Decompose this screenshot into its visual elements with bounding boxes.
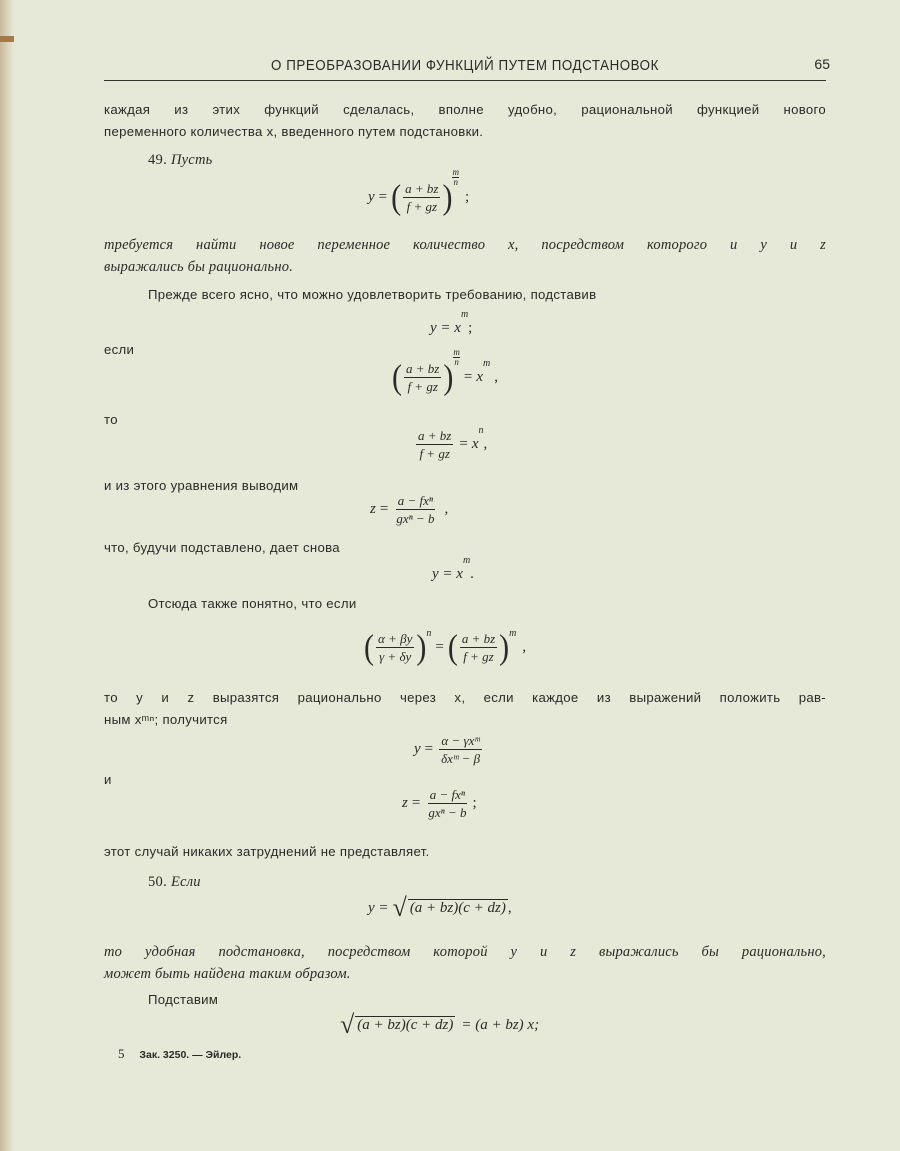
eq-rhs: x: [471, 436, 479, 452]
equation-8: y = $\frac{\text{α − γxᵐ}}{\text{δxᵐ − β}}$: [414, 733, 481, 766]
exp-den: n: [454, 357, 459, 367]
section-number: 50.: [148, 874, 168, 890]
equation-10: y = √ (a + bz)(c + dz) ,: [368, 893, 512, 922]
eq-numerator: α − γxᵐ: [441, 733, 480, 748]
eq-rhs: = (a + bz) x;: [461, 1016, 540, 1033]
eq-punct: ,: [507, 899, 512, 916]
eq-numerator: a + bz: [418, 428, 452, 443]
eq-punct: ,: [494, 369, 498, 385]
text-line: этот случай никаких затруднений не представляет.: [104, 844, 430, 859]
text-line: Подставим: [148, 992, 219, 1007]
section-49-heading: [148, 152, 826, 169]
exp-num: m: [452, 167, 459, 177]
printer-note: Зак. 3250. — Эйлер.: [139, 1049, 242, 1061]
eq-denominator: f + gz: [419, 446, 450, 461]
section-number: 49.: [148, 152, 168, 168]
text-line: то y и z выразятся рационально через x, если каждое из выражений положить рав-: [104, 690, 826, 705]
exp-num: m: [453, 347, 460, 357]
eq-denominator: f + gz: [406, 199, 438, 214]
section-50-heading: [148, 874, 826, 891]
eq-text: y = x: [430, 320, 461, 336]
eq-text: y = x: [432, 566, 463, 582]
eq-exp: n: [426, 628, 432, 639]
equation-11: √ (a + bz)(c + dz) = (a + bz) x;: [340, 1010, 540, 1039]
text-line: требуется найти новое переменное количество x, посредством которого и y и z: [104, 237, 826, 253]
eq-exp: m: [462, 555, 471, 566]
eq-punct: .: [470, 566, 474, 582]
eq-exp: m: [482, 358, 491, 369]
exp-den: n: [453, 177, 458, 187]
page-number: 65: [814, 56, 830, 72]
equation-4: $\frac{a + bz}{f + gz}$ = x n ,: [418, 425, 488, 461]
equation-2: [430, 309, 473, 337]
eq-numerator: α + βy: [378, 631, 413, 646]
text-line: каждая из этих функций сделалась, вполне удобно, рациональной функцией нового: [104, 102, 826, 117]
text-line: что, будучи подставлено, дает снова: [104, 540, 340, 555]
eq-denominator: f + gz: [407, 379, 438, 394]
eq-punct: ;: [464, 189, 470, 205]
section-lead: Если: [171, 874, 201, 890]
text-line: может быть найдена таким образом.: [104, 966, 351, 982]
text-line: и: [104, 772, 112, 787]
eq-numerator: a + bz: [461, 631, 496, 646]
eq-numerator: a + bz: [406, 361, 440, 376]
equation-6: [432, 555, 474, 583]
eq-lhs: y: [414, 741, 421, 757]
eq-denominator: δxᵐ − β: [441, 751, 481, 766]
text-line: и из этого уравнения выводим: [104, 478, 299, 493]
eq-lhs: z: [402, 795, 408, 811]
eq-radicand: (a + bz)(c + dz): [409, 900, 506, 916]
equation-7: ( $\frac{\alpha + \beta y}{\gamma + \delta y}$ ) n = ( $\frac{a + bz}{f + gz}$ ) m ,: [364, 627, 527, 666]
eq-punct: ;: [472, 795, 477, 811]
running-header: [104, 56, 830, 80]
section-lead: Пусть: [171, 152, 213, 168]
equation-3: ( $\frac{a + bz}{f + gz}$ ) $\frac{m}{n}$ = x m ,: [392, 347, 498, 396]
eq-numerator: a − fxⁿ: [397, 493, 433, 508]
text-line: если: [104, 342, 135, 357]
text-line: то: [104, 412, 118, 427]
eq-punct: ,: [483, 436, 488, 452]
text-line: то удобная подстановка, посредством которой y и z выражались бы рационально,: [104, 944, 826, 960]
eq-punct: ,: [444, 501, 449, 517]
printer-footer: [118, 1046, 241, 1062]
equation-1: y = ( $\frac{a + bz}{f + gz}$ ) $\frac{m}{n}$ ;: [368, 167, 470, 216]
header-rule: [104, 80, 826, 81]
eq-radicand: (a + bz)(c + dz): [357, 1017, 454, 1033]
text-line: Отсюда также понятно, что если: [148, 596, 357, 611]
eq-numerator: a + bz: [405, 181, 439, 196]
text-line: выражались бы рационально.: [104, 259, 294, 275]
eq-denominator: gxⁿ − b: [428, 805, 467, 820]
text-line: ным xᵐⁿ; получится: [104, 712, 228, 727]
eq-rhs: x: [476, 369, 483, 385]
eq-exp: n: [478, 425, 484, 436]
equation-5: z = $\frac{\text{a − fxⁿ}}{\text{gxⁿ − b}}$ ,: [370, 493, 449, 526]
eq-denominator: γ + δy: [379, 649, 412, 664]
eq-exp: m: [509, 628, 517, 639]
eq-lhs: y: [368, 189, 375, 205]
eq-lhs: z: [370, 501, 376, 517]
text-line: Прежде всего ясно, что можно удовлетворить требованию, подставив: [148, 287, 597, 302]
eq-denominator: gxⁿ − b: [396, 511, 435, 526]
equation-9: z = $\frac{\text{a − fxⁿ}}{\text{gxⁿ − b}}$ ;: [402, 787, 477, 820]
running-title: О ПРЕОБРАЗОВАНИИ ФУНКЦИЙ ПУТЕМ ПОДСТАНОВОК: [271, 58, 659, 74]
text-line: переменного количества x, введенного путем подстановки.: [104, 124, 484, 139]
page-edge: [0, 0, 14, 1151]
edge-mark: [0, 36, 14, 42]
eq-exp: m: [460, 309, 469, 320]
eq-denominator: f + gz: [463, 649, 494, 664]
eq-numerator: a − fxⁿ: [429, 787, 465, 802]
eq-punct: ;: [468, 320, 473, 336]
signature-number: 5: [118, 1046, 125, 1061]
eq-punct: ,: [522, 639, 527, 655]
eq-lhs: y =: [368, 899, 389, 916]
